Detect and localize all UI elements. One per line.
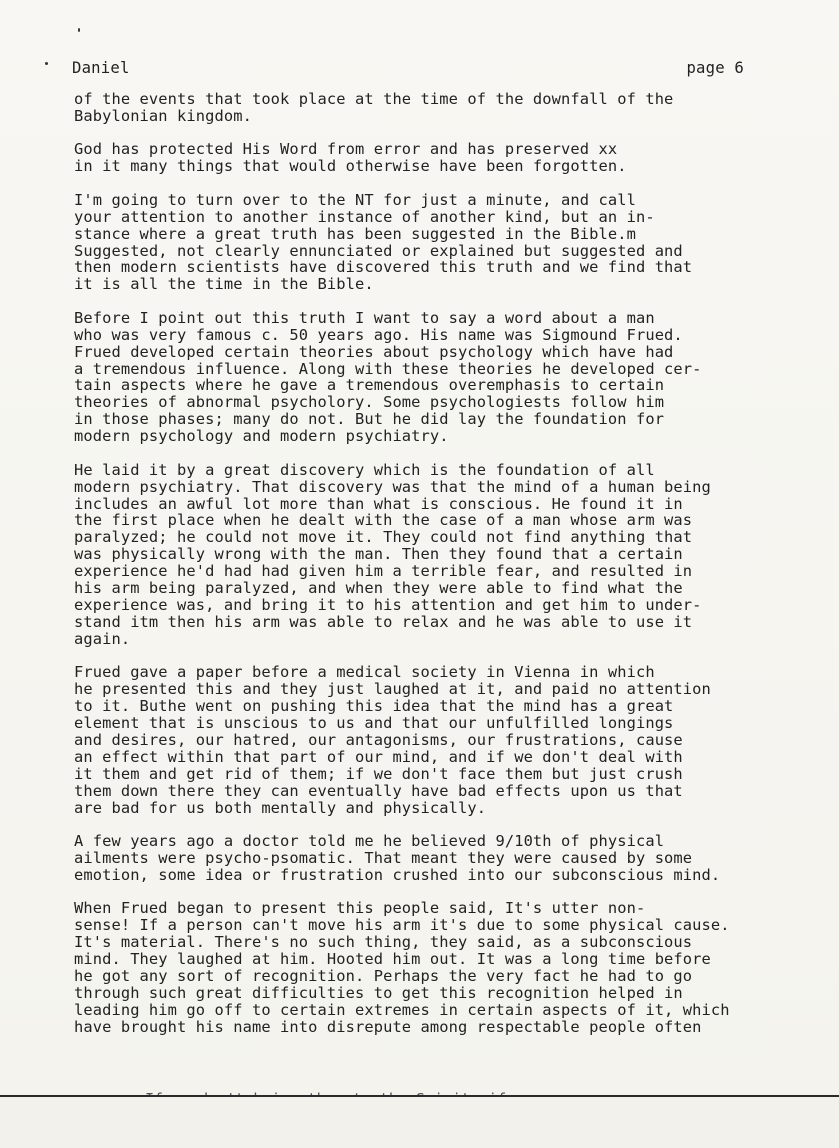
paper-speck: [78, 28, 80, 32]
page-number: page 6: [686, 59, 744, 77]
page-edge-line: [0, 1095, 839, 1097]
paragraph: I'm going to turn over to the NT for just a minute, and call your attention to another instance of another kind, but an in- stance where a great truth has been suggested in the Bible.m Suggested, not clearly ennunciated or explained but suggested and then modern scientists have discovered this truth and we find that it is all the time in the Bible.: [74, 190, 693, 294]
paragraph: He laid it by a great discovery which is the foundation of all modern psychiatry. That discovery was that the mind of a human being includes an awful lot more than what is conscious. He found it in the first place when he dealt with the case of a man whose arm was paralyzed; he could not move it. They could not find anything that was physically wrong with the man. Then they found that a certain experience he'd had had given him a terrible fear, and resulted in his arm being paralyzed, and when they were able to find what the experience was, and bring it to his attention and get him to under- stand itm then his arm was able to relax and he was able to use it again.: [74, 460, 711, 648]
page-bottom-margin: [0, 1097, 839, 1148]
document-body: [74, 91, 794, 1052]
paragraph: A few years ago a doctor told me he believed 9/10th of physical ailments were psycho-psomatic. That meant they were caused by some emotion, some idea or frustration crushed into our subconscious mind.: [74, 832, 721, 884]
paragraph: When Frued began to present this people said, It's utter non- sense! If a person can't move his arm it's due to some physical cause. It's material. There's no such thing, they said, as a subconscious mind. They laughed at him. Hooted him out. It was a long time before he got any sort of recognition. Perhaps the very fact he had to go through such great difficulties to get this recognition helped in leading him go off to certain extremes in certain aspects of it, which have brought his name into disrepute among respectable people often: [74, 899, 730, 1036]
document-title: Daniel: [72, 59, 130, 77]
paragraph: Before I point out this truth I want to say a word about a man who was very famous c. 50 years ago. His name was Sigmound Frued. Frued developed certain theories about psychology which have had a tremendous influence. Along with these theories he developed cer- tain aspects where he gave a tremendous overemphasis to certain theories of abnormal psycholory. Some psychologiests follow him in those phases; many do not. But he did lay the foundation for modern psychology and modern psychiatry.: [74, 308, 702, 446]
page-header: [72, 59, 752, 79]
paragraph: Frued gave a paper before a medical society in Vienna in which he presented this and they just laughed at it, and paid no attention to it. Buthe went on pushing this idea that the mind has a great element that is unscious to us and that our unfulfilled longings and desires, our hatred, our antagonisms, our frustrations, cause an effect within that part of our mind, and if we don't deal with it them and get rid of them; if we don't face them but just crush them down there they can eventually have bad effects upon us that are bad for us both mentally and physically.: [74, 663, 711, 817]
paragraph: of the events that took place at the time of the downfall of the Babylonian kingdom.: [74, 90, 674, 125]
paper-speck: [45, 62, 48, 65]
paragraph: God has protected His Word from error and has preserved xx in it many things that would otherwise have been forgotten.: [74, 140, 627, 176]
